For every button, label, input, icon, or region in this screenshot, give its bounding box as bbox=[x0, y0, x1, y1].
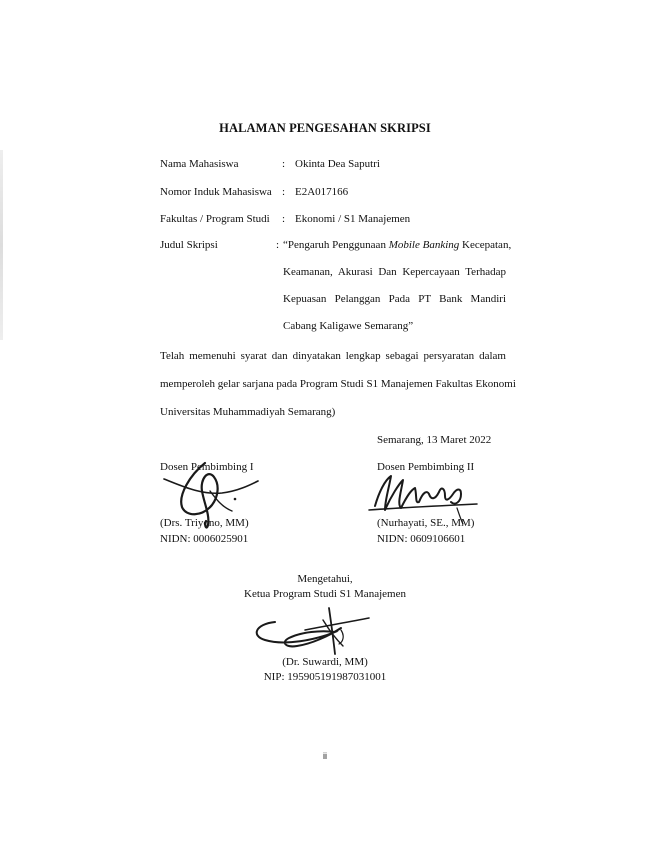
field-value: Okinta Dea Saputri bbox=[295, 158, 380, 170]
field-label: Nomor Induk Mahasiswa bbox=[160, 186, 272, 198]
supervisor1-role: Dosen Pembimbing I bbox=[160, 461, 254, 473]
supervisor1-nidn: NIDN: 0006025901 bbox=[160, 533, 249, 545]
thesis-title-line-2: Keamanan, Akurasi Dan Kepercayaan Terhadap bbox=[283, 266, 506, 278]
thesis-title-suffix: Kecepatan, bbox=[459, 239, 512, 251]
field-colon: : bbox=[282, 186, 286, 198]
page-title: HALAMAN PENGESAHAN SKRIPSI bbox=[219, 121, 431, 135]
thesis-title-prefix: “Pengaruh Penggunaan bbox=[283, 239, 389, 251]
head-name: (Dr. Suwardi, MM) bbox=[282, 656, 368, 668]
field-colon: : bbox=[276, 239, 280, 251]
thesis-title-line-4: Cabang Kaligawe Semarang” bbox=[283, 320, 414, 332]
supervisor2-name: (Nurhayati, SE., MM) bbox=[377, 517, 475, 529]
field-value: Ekonomi / S1 Manajemen bbox=[295, 213, 411, 225]
supervisor2-role: Dosen Pembimbing II bbox=[377, 461, 475, 473]
supervisor1-name: (Drs. Triyono, MM) bbox=[160, 517, 249, 529]
field-colon: : bbox=[282, 213, 286, 225]
head-role: Ketua Program Studi S1 Manajemen bbox=[244, 588, 406, 600]
field-label: Judul Skripsi bbox=[160, 239, 218, 251]
supervisor2-nidn: NIDN: 0609106601 bbox=[377, 533, 466, 545]
thesis-title-line-3: Kepuasan Pelanggan Pada PT Bank Mandiri bbox=[283, 293, 506, 305]
thesis-title-line-1 bbox=[283, 237, 512, 253]
thesis-title-italic: Mobile Banking bbox=[388, 239, 460, 251]
statement-line-2: memperoleh gelar sarjana pada Program Studi S1 Manajemen Fakultas Ekonomi bbox=[160, 378, 516, 390]
scan-edge-shadow bbox=[0, 150, 3, 340]
acknowledged-label: Mengetahui, bbox=[297, 573, 353, 585]
field-colon: : bbox=[282, 158, 286, 170]
place-date: Semarang, 13 Maret 2022 bbox=[377, 434, 492, 446]
field-label: Nama Mahasiswa bbox=[160, 158, 239, 170]
field-label: Fakultas / Program Studi bbox=[160, 213, 270, 225]
head-signature bbox=[245, 600, 375, 662]
head-nip: NIP: 195905191987031001 bbox=[263, 671, 387, 683]
field-value: E2A017166 bbox=[295, 186, 349, 198]
statement-line-1: Telah memenuhi syarat dan dinyatakan lengkap sebagai persyaratan dalam bbox=[160, 350, 506, 362]
page-number: ii bbox=[323, 751, 327, 761]
statement-line-3: Universitas Muhammadiyah Semarang) bbox=[160, 406, 336, 418]
